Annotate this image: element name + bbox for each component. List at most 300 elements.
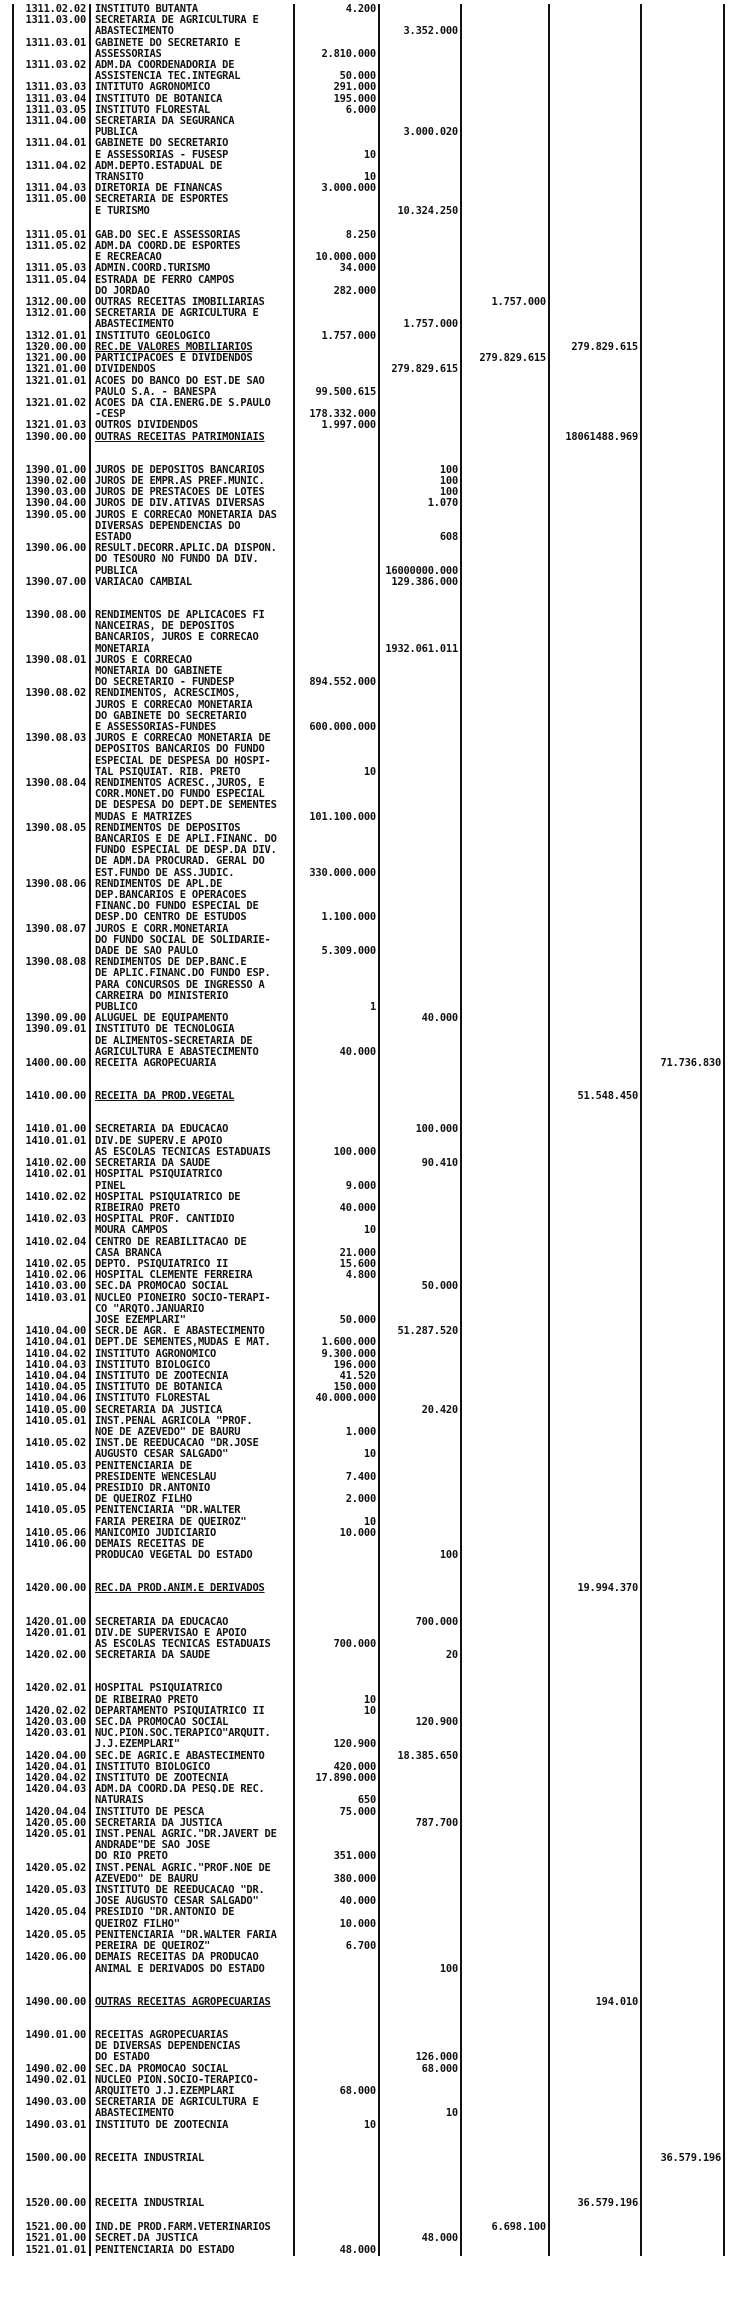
value-cell-col2: [378, 376, 460, 398]
value-cell-col3: [460, 1024, 548, 1058]
value-cell-col1: [293, 60, 378, 82]
left-margin: [0, 1461, 12, 1483]
left-margin: [0, 1997, 12, 2008]
description-line: ARQUITETO J.J.EZEMPLARI: [95, 2084, 235, 2097]
value-cell-col3: [460, 1158, 548, 1169]
value-cell-col4: [548, 688, 640, 733]
value-cell-col4: [548, 1773, 640, 1784]
left-margin: [0, 1124, 12, 1135]
description-line: DE DESPESA DO DEPT.DE SEMENTES: [95, 799, 277, 812]
account-code: 1420.05.03: [12, 1885, 89, 1907]
value-cell-col4: [548, 577, 640, 588]
value-cell-col3: [460, 376, 548, 398]
value-cell-col2: [378, 1013, 460, 1024]
amount-value: 5.309.000: [321, 945, 376, 958]
value-cell-col2: [378, 82, 460, 93]
description-line: PENITENCIARIA "DR.WALTER FARIA: [95, 1929, 277, 1941]
account-code: 1410.03.00: [12, 1281, 89, 1292]
amount-value: 10: [363, 1704, 376, 1717]
table-row: [0, 138, 730, 160]
left-margin: [0, 1650, 12, 1661]
left-margin: [0, 1539, 12, 1561]
description-line: JOSE EZEMPLARI": [95, 1313, 186, 1326]
value-cell-col5: [640, 1214, 725, 1236]
value-cell-col5: [640, 2198, 725, 2209]
description-line: INSTITUTO BUTANTA: [95, 4, 198, 15]
account-code: 1420.05.00: [12, 1818, 89, 1829]
value-cell-col5: [640, 1293, 725, 1327]
account-code: 1410.04.04: [12, 1371, 89, 1382]
left-margin: [0, 1784, 12, 1806]
description-line: AGRICULTURA E ABASTECIMENTO: [95, 1045, 259, 1058]
description-line: INSTITUTO DE BOTANICA: [95, 1382, 223, 1394]
table-row: [0, 476, 730, 487]
amount-value: 351.000: [333, 1850, 376, 1863]
value-cell-col3: [460, 194, 548, 216]
value-cell-col4: [548, 1058, 640, 1069]
amount-value: 15.600: [339, 1257, 376, 1270]
value-cell-col4: [548, 308, 640, 330]
description-line: MUDAS E MATRIZES: [95, 810, 192, 823]
value-cell-col1: [293, 2030, 378, 2064]
description-line: PINEL: [95, 1179, 126, 1192]
value-cell-col3: [460, 1013, 548, 1024]
value-cell-col1: [293, 2064, 378, 2075]
amount-value: 10: [363, 1693, 376, 1706]
value-cell-col3: [460, 1717, 548, 1728]
value-cell-col4: [548, 194, 640, 216]
table-row: [0, 353, 730, 364]
description-line: INSTITUTO DE BOTANICA: [95, 93, 223, 105]
value-cell-col4: [548, 1539, 640, 1561]
value-cell-col4: [548, 297, 640, 308]
value-cell-col4: [548, 588, 640, 610]
account-code: 1311.05.01: [12, 230, 89, 241]
value-cell-col5: [640, 275, 725, 297]
account-code: 1490.01.00: [12, 2030, 89, 2064]
left-margin: [0, 2222, 12, 2233]
value-cell-col2: [378, 1528, 460, 1539]
value-cell-col4: [548, 1617, 640, 1628]
account-description: [89, 1393, 293, 1404]
account-code: 1311.03.04: [12, 94, 89, 105]
value-cell-col3: [460, 1259, 548, 1270]
amount-value: 16000000.000: [385, 564, 458, 577]
account-code: 1420.01.00: [12, 1617, 89, 1628]
description-line: CENTRO DE REABILITACAO DE: [95, 1236, 247, 1248]
value-cell-col4: [548, 1069, 640, 1091]
left-margin: [0, 1617, 12, 1628]
value-cell-col2: [378, 1158, 460, 1169]
left-margin: [0, 1583, 12, 1594]
value-cell-col3: [460, 733, 548, 778]
value-cell-col2: [378, 1997, 460, 2008]
value-cell-col3: [460, 1416, 548, 1438]
amount-value: 18.385.650: [397, 1749, 458, 1762]
account-code: 1390.08.07: [12, 924, 89, 958]
value-cell-col2: [378, 217, 460, 230]
value-cell-col2: [378, 1136, 460, 1158]
value-cell-col5: [640, 2222, 725, 2233]
table-row: [0, 688, 730, 733]
account-code: 1410.05.01: [12, 1416, 89, 1438]
account-description: [89, 1461, 293, 1483]
value-cell-col5: [640, 2131, 725, 2153]
value-cell-col4: [548, 1728, 640, 1750]
left-margin: [0, 94, 12, 105]
account-code: 1410.05.04: [12, 1483, 89, 1505]
value-cell-col4: [548, 2245, 640, 2256]
value-cell-col4: [548, 957, 640, 1013]
left-margin: [0, 1717, 12, 1728]
value-cell-col5: [640, 1382, 725, 1393]
left-margin: [0, 1762, 12, 1773]
value-cell-col5: [640, 1281, 725, 1292]
value-cell-col2: [378, 1326, 460, 1337]
table-row: [0, 1930, 730, 1952]
value-cell-col3: [460, 275, 548, 297]
value-cell-col4: [548, 2153, 640, 2164]
table-row: [0, 230, 730, 241]
left-margin: [0, 1270, 12, 1281]
amount-value: 51.287.520: [397, 1325, 458, 1338]
account-code: 1521.01.01: [12, 2245, 89, 2256]
value-cell-col4: [548, 2233, 640, 2244]
table-row: [0, 1416, 730, 1438]
value-cell-col5: [640, 1360, 725, 1371]
amount-value: 6.000: [345, 103, 376, 116]
value-cell-col1: [293, 1281, 378, 1292]
value-cell-col3: [460, 1091, 548, 1102]
value-cell-col3: [460, 1863, 548, 1885]
description-line: OUTRAS RECEITAS PATRIMONIAIS: [95, 431, 265, 443]
account-code: 1390.05.00: [12, 510, 89, 544]
code-cell: [12, 2131, 89, 2153]
value-cell-col2: [378, 297, 460, 308]
account-description: [89, 1706, 293, 1717]
account-description: [89, 1683, 293, 1705]
account-code: 1311.03.01: [12, 38, 89, 60]
account-description: [89, 577, 293, 588]
value-cell-col5: [640, 2030, 725, 2064]
account-description: [89, 1416, 293, 1438]
account-code: 1410.05.00: [12, 1405, 89, 1416]
description-line: SECRETARIA DA SAUDE: [95, 1158, 211, 1170]
account-description: [89, 376, 293, 398]
value-cell-col4: [548, 1885, 640, 1907]
table-row: [0, 2222, 730, 2233]
description-line: CARREIRA DO MINISTERIO: [95, 989, 229, 1002]
description-line: GAB.DO SEC.E ASSESSORIAS: [95, 229, 241, 241]
value-cell-col2: [378, 432, 460, 443]
value-cell-col5: [640, 1192, 725, 1214]
account-code: 1390.04.00: [12, 498, 89, 509]
value-cell-col4: [548, 1013, 640, 1024]
description-line: AUGUSTO CESAR SALGADO": [95, 1448, 229, 1461]
account-code: 1311.03.05: [12, 105, 89, 116]
value-cell-col1: [293, 1483, 378, 1505]
table-row: [0, 957, 730, 1013]
value-cell-col5: [640, 60, 725, 82]
table-row: [0, 432, 730, 443]
value-cell-col1: [293, 2233, 378, 2244]
account-code: 1390.08.05: [12, 823, 89, 879]
blank-row: [0, 2008, 730, 2030]
value-cell-col1: [293, 1628, 378, 1650]
value-cell-col1: [293, 1829, 378, 1863]
left-margin: [0, 543, 12, 577]
left-margin: [0, 733, 12, 778]
amount-value: 10.324.250: [397, 204, 458, 217]
value-cell-col4: [548, 2164, 640, 2198]
amount-value: 3.352.000: [403, 25, 458, 38]
description-cell: [89, 1102, 293, 1124]
value-cell-col1: [293, 2245, 378, 2256]
blank-row: [0, 2164, 730, 2198]
value-cell-col5: [640, 331, 725, 342]
table-row: [0, 1214, 730, 1236]
value-cell-col1: [293, 510, 378, 544]
account-code: 1420.04.00: [12, 1751, 89, 1762]
value-cell-col2: [378, 1683, 460, 1705]
value-cell-col3: [460, 1706, 548, 1717]
value-cell-col1: [293, 1807, 378, 1818]
value-cell-col1: [293, 217, 378, 230]
description-line: JUROS DE EMPR.AS PREF.MUNIC.: [95, 475, 265, 487]
table-row: [0, 297, 730, 308]
description-line: DO ESTADO: [95, 2051, 150, 2064]
value-cell-col4: [548, 1102, 640, 1124]
table-row: [0, 2233, 730, 2244]
amount-value: 196.000: [333, 1358, 376, 1371]
description-line: ASSISTENCIA TEC.INTEGRAL: [95, 70, 241, 83]
value-cell-col3: [460, 1885, 548, 1907]
value-cell-col3: [460, 15, 548, 37]
value-cell-col2: [378, 275, 460, 297]
amount-value: 10: [363, 2118, 376, 2131]
description-line: DO GABINETE DO SECRETARIO: [95, 709, 247, 722]
amount-value: 700.000: [333, 1638, 376, 1651]
value-cell-col5: [640, 879, 725, 924]
value-cell-col2: [378, 1293, 460, 1327]
value-cell-col5: [640, 1416, 725, 1438]
value-cell-col2: [378, 1784, 460, 1806]
account-code: 1420.05.05: [12, 1930, 89, 1952]
description-line: ABASTECIMENTO: [95, 318, 174, 331]
account-description: [89, 138, 293, 160]
amount-value: 10: [363, 171, 376, 184]
table-row: [0, 1158, 730, 1169]
code-cell: [12, 217, 89, 230]
description-line: SECRETARIA DA EDUCACAO: [95, 1616, 229, 1628]
value-cell-col4: [548, 510, 640, 544]
value-cell-col3: [460, 2064, 548, 2075]
value-cell-col3: [460, 2075, 548, 2097]
left-margin: [0, 655, 12, 689]
table-row: [0, 116, 730, 138]
description-line: SECRETARIA DE ESPORTES: [95, 194, 229, 206]
value-cell-col3: [460, 1561, 548, 1583]
account-description: [89, 733, 293, 778]
value-cell-col3: [460, 263, 548, 274]
blank-row: [0, 1561, 730, 1583]
account-code: 1390.08.04: [12, 778, 89, 823]
value-cell-col5: [640, 543, 725, 577]
account-code: 1410.02.05: [12, 1259, 89, 1270]
value-cell-col5: [640, 1997, 725, 2008]
value-cell-col3: [460, 1997, 548, 2008]
account-description: [89, 1773, 293, 1784]
description-cell: [89, 1975, 293, 1997]
account-description: [89, 1807, 293, 1818]
value-cell-col1: [293, 1337, 378, 1348]
left-margin: [0, 1863, 12, 1885]
account-description: [89, 1214, 293, 1236]
left-margin: [0, 1751, 12, 1762]
table-row: [0, 1728, 730, 1750]
account-code: 1312.01.00: [12, 308, 89, 330]
amount-value: 100: [439, 1549, 458, 1562]
value-cell-col2: [378, 1930, 460, 1952]
value-cell-col1: [293, 498, 378, 509]
account-description: [89, 1885, 293, 1907]
description-line: INSTITUTO DE PESCA: [95, 1806, 205, 1818]
description-line: HOSPITAL PROF. CANTIDIO: [95, 1214, 235, 1226]
account-description: [89, 1259, 293, 1270]
value-cell-col5: [640, 688, 725, 733]
value-cell-col1: [293, 241, 378, 263]
amount-value: 10: [363, 765, 376, 778]
value-cell-col3: [460, 183, 548, 194]
account-code: 1390.08.08: [12, 957, 89, 1013]
value-cell-col1: [293, 1997, 378, 2008]
value-cell-col5: [640, 94, 725, 105]
left-margin: [0, 879, 12, 924]
account-code: 1521.00.00: [12, 2222, 89, 2233]
amount-value: 99.500.615: [315, 385, 376, 398]
account-description: [89, 1124, 293, 1135]
amount-value: 4.800: [345, 1269, 376, 1282]
value-cell-col2: [378, 1539, 460, 1561]
table-row: [0, 733, 730, 778]
description-line: DE RIBEIRAO PRETO: [95, 1693, 198, 1706]
left-margin: [0, 353, 12, 364]
account-code: 1410.02.04: [12, 1237, 89, 1259]
description-line: DE DIVERSAS DEPENDENCIAS: [95, 2040, 241, 2053]
value-cell-col3: [460, 1483, 548, 1505]
value-cell-col3: [460, 1461, 548, 1483]
description-line: REC.DA PROD.ANIM.E DERIVADOS: [95, 1583, 265, 1595]
value-cell-col1: [293, 1528, 378, 1539]
value-cell-col4: [548, 2222, 640, 2233]
value-cell-col1: [293, 183, 378, 194]
value-cell-col1: [293, 823, 378, 879]
value-cell-col3: [460, 498, 548, 509]
left-margin: [0, 82, 12, 93]
description-line: MONETARIA DO GABINETE: [95, 664, 223, 677]
value-cell-col2: [378, 924, 460, 958]
left-margin: [0, 1192, 12, 1214]
table-row: [0, 2075, 730, 2097]
amount-value: 1.757.000: [491, 296, 546, 309]
left-margin: [0, 588, 12, 610]
description-cell: [89, 1069, 293, 1091]
value-cell-col3: [460, 4, 548, 15]
account-code: 1420.06.00: [12, 1952, 89, 1974]
value-cell-col2: [378, 2120, 460, 2131]
description-cell: [89, 2164, 293, 2198]
description-line: RIBEIRAO PRETO: [95, 1201, 180, 1214]
value-cell-col1: [293, 577, 378, 588]
amount-value: 6.700: [345, 1940, 376, 1953]
amount-value: 17.890.000: [315, 1772, 376, 1785]
account-description: [89, 1058, 293, 1069]
value-cell-col5: [640, 297, 725, 308]
left-margin: [0, 1349, 12, 1360]
account-code: 1410.05.02: [12, 1438, 89, 1460]
description-line: AS ESCOLAS TECNICAS ESTADUAIS: [95, 1145, 271, 1158]
description-line: INSTITUTO DE TECNOLOGIA: [95, 1024, 235, 1036]
value-cell-col2: [378, 2209, 460, 2222]
blank-row: [0, 1975, 730, 1997]
value-cell-col2: [378, 1829, 460, 1863]
account-code: 1311.04.01: [12, 138, 89, 160]
value-cell-col2: [378, 577, 460, 588]
left-margin: [0, 1829, 12, 1863]
account-code: 1390.08.03: [12, 733, 89, 778]
account-description: [89, 297, 293, 308]
left-margin: [0, 1382, 12, 1393]
value-cell-col2: [378, 1382, 460, 1393]
value-cell-col2: [378, 1259, 460, 1270]
account-description: [89, 105, 293, 116]
description-line: DIRETORIA DE FINANCAS: [95, 183, 223, 195]
value-cell-col5: [640, 1706, 725, 1717]
amount-value: 48.000: [339, 2243, 376, 2256]
account-description: [89, 1863, 293, 1885]
value-cell-col2: [378, 161, 460, 183]
value-cell-col1: [293, 1058, 378, 1069]
amount-value: 10: [363, 148, 376, 161]
value-cell-col5: [640, 1539, 725, 1561]
description-line: DO SECRETARIO - FUNDESP: [95, 676, 235, 689]
value-cell-col5: [640, 655, 725, 689]
value-cell-col5: [640, 2164, 725, 2198]
account-code: 1311.05.04: [12, 275, 89, 297]
value-cell-col1: [293, 420, 378, 431]
value-cell-col4: [548, 476, 640, 487]
account-description: [89, 1192, 293, 1214]
left-margin: [0, 230, 12, 241]
value-cell-col4: [548, 1124, 640, 1135]
value-cell-col1: [293, 1773, 378, 1784]
amount-value: 10.000: [339, 1526, 376, 1539]
value-cell-col1: [293, 138, 378, 160]
value-cell-col5: [640, 2097, 725, 2119]
left-margin: [0, 1136, 12, 1158]
description-cell: [89, 217, 293, 230]
value-cell-col3: [460, 1058, 548, 1069]
description-line: DO JORDAO: [95, 284, 150, 297]
value-cell-col1: [293, 1405, 378, 1416]
table-row: [0, 1169, 730, 1191]
value-cell-col1: [293, 1617, 378, 1628]
amount-value: 1.100.000: [321, 911, 376, 924]
value-cell-col5: [640, 2233, 725, 2244]
amount-value: 129.386.000: [391, 575, 458, 588]
description-line: OUTRAS RECEITAS AGROPECUARIAS: [95, 1996, 271, 2008]
account-code: 1420.01.01: [12, 1628, 89, 1650]
